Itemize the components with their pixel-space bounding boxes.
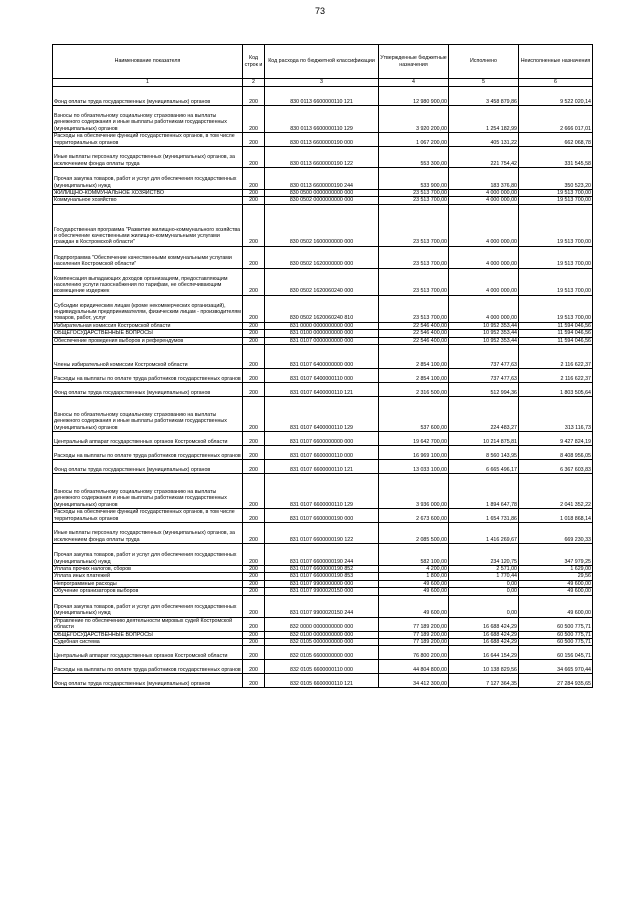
executed-amount-cell: 0,00 <box>449 588 519 595</box>
expense-code-cell: 832 0105 6600000000 000 <box>265 646 379 660</box>
table-row <box>53 580 593 587</box>
unexecuted-amount-cell: 8 408 956,05 <box>519 446 593 460</box>
executed-amount-cell: 1 416 269,67 <box>449 523 519 544</box>
unexecuted-amount-cell: 313 116,73 <box>519 397 593 432</box>
approved-amount-cell: 3 936 000,00 <box>379 474 449 509</box>
unexecuted-amount-cell: 11 594 046,56 <box>519 322 593 329</box>
approved-amount-cell: 582 100,00 <box>379 544 449 566</box>
line-code-cell: 200 <box>243 617 265 631</box>
indicator-name-cell: Иные выплаты персоналу государственных (муниципальных) органов, за исключением фонда оплаты труда <box>53 147 243 168</box>
executed-amount-cell: 512 994,36 <box>449 383 519 397</box>
line-code-cell: 200 <box>243 446 265 460</box>
approved-amount-cell: 4 200,00 <box>379 566 449 573</box>
unexecuted-amount-cell: 9 427 824,19 <box>519 432 593 446</box>
table-row <box>53 523 593 544</box>
table-row <box>53 190 593 197</box>
unexecuted-amount-cell: 2 666 017,01 <box>519 106 593 133</box>
line-code-cell: 200 <box>243 674 265 688</box>
indicator-name-cell: Расходы на обеспечение функций государственных органов, в том числе территориальных органов <box>53 509 243 523</box>
unexecuted-amount-cell: 1 018 868,14 <box>519 509 593 523</box>
expense-code-cell: 832 0000 0000000000 000 <box>265 617 379 631</box>
indicator-name-cell: Центральный аппарат государственных органов Костромской области <box>53 646 243 660</box>
header-line-code: Код строк и <box>243 45 265 79</box>
expense-code-cell: 830 0502 1620000000 000 <box>265 246 379 268</box>
executed-amount-cell: 4 000 000,00 <box>449 268 519 295</box>
line-code-cell: 200 <box>243 639 265 646</box>
column-number-row <box>53 79 593 87</box>
executed-amount-cell: 0,00 <box>449 580 519 587</box>
indicator-name-cell: Взносы по обязательному социальному страхованию на выплаты денежного содержания и иные выплаты работникам государственных (муниципальных) органов <box>53 397 243 432</box>
approved-amount-cell: 77 189 200,00 <box>379 631 449 638</box>
indicator-name-cell: Прочая закупка товаров, работ и услуг для обеспечения государственных (муниципальных) нужд <box>53 595 243 617</box>
line-code-cell: 200 <box>243 330 265 337</box>
unexecuted-amount-cell: 347 979,25 <box>519 544 593 566</box>
executed-amount-cell: 10 952 353,44 <box>449 322 519 329</box>
header-executed: Исполнено <box>449 45 519 79</box>
budget-execution-table <box>52 44 593 688</box>
indicator-name-cell: Фонд оплаты труда государственных (муниципальных) органов <box>53 87 243 106</box>
indicator-name-cell: Управление по обеспечению деятельности мировых судей Костромской области <box>53 617 243 631</box>
line-code-cell: 200 <box>243 345 265 369</box>
line-code-cell: 200 <box>243 660 265 674</box>
indicator-name-cell: Фонд оплаты труда государственных (муниципальных) органов <box>53 674 243 688</box>
executed-amount-cell: 224 483,27 <box>449 397 519 432</box>
indicator-name-cell: Расходы на выплаты по оплате труда работников государственных органов <box>53 660 243 674</box>
executed-amount-cell: 2 571,00 <box>449 566 519 573</box>
unexecuted-amount-cell: 27 284 935,65 <box>519 674 593 688</box>
approved-amount-cell: 77 189 200,00 <box>379 617 449 631</box>
line-code-cell: 200 <box>243 337 265 344</box>
column-number: 5 <box>449 79 519 87</box>
column-number: 2 <box>243 79 265 87</box>
unexecuted-amount-cell: 350 523,20 <box>519 168 593 190</box>
executed-amount-cell: 16 644 154,29 <box>449 646 519 660</box>
approved-amount-cell: 22 546 400,00 <box>379 337 449 344</box>
approved-amount-cell: 12 980 900,00 <box>379 87 449 106</box>
executed-amount-cell: 737 477,63 <box>449 345 519 369</box>
expense-code-cell: 831 0107 6400000000 000 <box>265 345 379 369</box>
approved-amount-cell: 553 300,00 <box>379 147 449 168</box>
table-row <box>53 460 593 474</box>
indicator-name-cell: Взносы по обязательному социальному страхованию на выплаты денежного содержания и иные выплаты работникам государственных (муниципальных) органов <box>53 474 243 509</box>
expense-code-cell: 832 0105 6600000110 121 <box>265 674 379 688</box>
line-code-cell: 200 <box>243 432 265 446</box>
approved-amount-cell: 2 316 500,00 <box>379 383 449 397</box>
column-number: 6 <box>519 79 593 87</box>
line-code-cell: 200 <box>243 106 265 133</box>
unexecuted-amount-cell: 1 629,00 <box>519 566 593 573</box>
table-row <box>53 106 593 133</box>
table-row <box>53 397 593 432</box>
approved-amount-cell: 44 804 800,00 <box>379 660 449 674</box>
table-row <box>53 446 593 460</box>
line-code-cell: 200 <box>243 246 265 268</box>
indicator-name-cell: Судебная система <box>53 639 243 646</box>
line-code-cell: 200 <box>243 460 265 474</box>
line-code-cell: 200 <box>243 573 265 580</box>
unexecuted-amount-cell: 60 500 775,71 <box>519 617 593 631</box>
approved-amount-cell: 49 600,00 <box>379 595 449 617</box>
unexecuted-amount-cell: 19 513 700,00 <box>519 268 593 295</box>
approved-amount-cell: 49 600,00 <box>379 588 449 595</box>
indicator-name-cell: Субсидии юридическим лицам (кроме некоммерческих организаций), индивидуальным предпринимателям, физическим лицам - производителям товаров, работ, услуг <box>53 295 243 322</box>
expense-code-cell: 831 0107 6400000110 000 <box>265 369 379 383</box>
line-code-cell: 200 <box>243 509 265 523</box>
unexecuted-amount-cell: 2 041 352,22 <box>519 474 593 509</box>
expense-code-cell: 832 0105 0000000000 000 <box>265 639 379 646</box>
line-code-cell: 200 <box>243 87 265 106</box>
table-header-row <box>53 45 593 79</box>
table-row <box>53 432 593 446</box>
line-code-cell: 200 <box>243 631 265 638</box>
line-code-cell: 200 <box>243 595 265 617</box>
table-row <box>53 566 593 573</box>
line-code-cell: 200 <box>243 133 265 147</box>
table-row <box>53 646 593 660</box>
page-number: 73 <box>314 6 325 16</box>
unexecuted-amount-cell: 2 116 622,37 <box>519 345 593 369</box>
column-number: 1 <box>53 79 243 87</box>
indicator-name-cell: Иные выплаты персоналу государственных (муниципальных) органов, за исключением фонда оплаты труда <box>53 523 243 544</box>
table-row <box>53 674 593 688</box>
expense-code-cell: 830 0502 1600000000 000 <box>265 204 379 246</box>
table-row <box>53 322 593 329</box>
approved-amount-cell: 49 600,00 <box>379 580 449 587</box>
header-unexecuted: Неисполненные назначения <box>519 45 593 79</box>
expense-code-cell: 830 0500 0000000000 000 <box>265 190 379 197</box>
indicator-name-cell: Члены избирательной комиссии Костромской области <box>53 345 243 369</box>
unexecuted-amount-cell: 60 156 045,71 <box>519 646 593 660</box>
executed-amount-cell: 234 120,75 <box>449 544 519 566</box>
expense-code-cell: 832 0100 0000000000 000 <box>265 631 379 638</box>
approved-amount-cell: 2 854 100,00 <box>379 369 449 383</box>
expense-code-cell: 831 0107 6600000110 121 <box>265 460 379 474</box>
unexecuted-amount-cell: 1 803 505,64 <box>519 383 593 397</box>
expense-code-cell: 831 0107 6600000110 000 <box>265 446 379 460</box>
line-code-cell: 200 <box>243 268 265 295</box>
unexecuted-amount-cell: 6 367 603,83 <box>519 460 593 474</box>
approved-amount-cell: 23 513 700,00 <box>379 268 449 295</box>
header-approved: Утвержденные бюджетные назначения <box>379 45 449 79</box>
indicator-name-cell: Прочая закупка товаров, работ и услуг для обеспечения государственных (муниципальных) нужд <box>53 168 243 190</box>
executed-amount-cell: 0,00 <box>449 595 519 617</box>
expense-code-cell: 831 0107 9900020150 244 <box>265 595 379 617</box>
line-code-cell: 200 <box>243 197 265 204</box>
expense-code-cell: 831 0107 6600000110 129 <box>265 474 379 509</box>
executed-amount-cell: 1 254 182,99 <box>449 106 519 133</box>
approved-amount-cell: 2 085 500,00 <box>379 523 449 544</box>
expense-code-cell: 830 0502 1620060240 810 <box>265 295 379 322</box>
approved-amount-cell: 537 600,00 <box>379 397 449 432</box>
table-row <box>53 268 593 295</box>
approved-amount-cell: 3 920 200,00 <box>379 106 449 133</box>
executed-amount-cell: 10 952 353,44 <box>449 330 519 337</box>
executed-amount-cell: 16 688 424,29 <box>449 631 519 638</box>
approved-amount-cell: 34 412 300,00 <box>379 674 449 688</box>
expense-code-cell: 830 0502 1620060240 000 <box>265 268 379 295</box>
expense-code-cell: 831 0000 0000000000 000 <box>265 322 379 329</box>
table-row <box>53 617 593 631</box>
table-row <box>53 133 593 147</box>
indicator-name-cell: Уплата иных платежей <box>53 573 243 580</box>
approved-amount-cell: 1 800,00 <box>379 573 449 580</box>
indicator-name-cell: Государственная программа "Развитие жилищно-коммунального хозяйства и обеспечение качественными жилищно-коммунальными услугами граждан в Костромской области" <box>53 204 243 246</box>
unexecuted-amount-cell: 2 116 622,37 <box>519 369 593 383</box>
line-code-cell: 200 <box>243 190 265 197</box>
table-row <box>53 660 593 674</box>
expense-code-cell: 831 0107 6600000190 000 <box>265 509 379 523</box>
table-row <box>53 345 593 369</box>
executed-amount-cell: 1 770,44 <box>449 573 519 580</box>
executed-amount-cell: 1 654 731,86 <box>449 509 519 523</box>
line-code-cell: 200 <box>243 168 265 190</box>
table-row <box>53 246 593 268</box>
table-row <box>53 168 593 190</box>
unexecuted-amount-cell: 331 545,58 <box>519 147 593 168</box>
expense-code-cell: 832 0105 6600000110 000 <box>265 660 379 674</box>
approved-amount-cell: 22 546 400,00 <box>379 330 449 337</box>
expense-code-cell: 831 0107 6400000110 121 <box>265 383 379 397</box>
executed-amount-cell: 4 000 000,00 <box>449 204 519 246</box>
approved-amount-cell: 19 642 700,00 <box>379 432 449 446</box>
table-row <box>53 573 593 580</box>
line-code-cell: 200 <box>243 322 265 329</box>
unexecuted-amount-cell: 11 594 046,56 <box>519 330 593 337</box>
indicator-name-cell: Расходы на выплаты по оплате труда работников государственных органов <box>53 446 243 460</box>
indicator-name-cell: Обучение организаторов выборов <box>53 588 243 595</box>
indicator-name-cell: Обеспечение проведения выборов и референдумов <box>53 337 243 344</box>
executed-amount-cell: 3 458 879,86 <box>449 87 519 106</box>
expense-code-cell: 831 0107 9900000000 000 <box>265 580 379 587</box>
unexecuted-amount-cell: 662 068,78 <box>519 133 593 147</box>
unexecuted-amount-cell: 60 500 775,71 <box>519 631 593 638</box>
table-row <box>53 595 593 617</box>
indicator-name-cell: Компенсация выпадающих доходов организациям, предоставляющим населению услуги газоснабжения по тарифам, не обеспечивающим возмещение издержек <box>53 268 243 295</box>
table-row <box>53 295 593 322</box>
expense-code-cell: 831 0107 6600000190 852 <box>265 566 379 573</box>
unexecuted-amount-cell: 49 600,00 <box>519 588 593 595</box>
executed-amount-cell: 16 688 424,29 <box>449 617 519 631</box>
indicator-name-cell: Непрограммные расходы <box>53 580 243 587</box>
indicator-name-cell: Прочая закупка товаров, работ и услуг для обеспечения государственных (муниципальных) нужд <box>53 544 243 566</box>
column-number: 3 <box>265 79 379 87</box>
expense-code-cell: 831 0107 0000000000 000 <box>265 337 379 344</box>
table-row <box>53 87 593 106</box>
expense-code-cell: 831 0107 6600000190 122 <box>265 523 379 544</box>
line-code-cell: 200 <box>243 544 265 566</box>
line-code-cell: 200 <box>243 369 265 383</box>
executed-amount-cell: 405 131,22 <box>449 133 519 147</box>
indicator-name-cell: Уплата прочих налогов, сборов <box>53 566 243 573</box>
table-row <box>53 147 593 168</box>
table-row <box>53 204 593 246</box>
expense-code-cell: 831 0107 6600000190 244 <box>265 544 379 566</box>
table-row <box>53 509 593 523</box>
table-row <box>53 330 593 337</box>
expense-code-cell: 830 0502 0000000000 000 <box>265 197 379 204</box>
line-code-cell: 200 <box>243 474 265 509</box>
line-code-cell: 200 <box>243 588 265 595</box>
indicator-name-cell: Избирательная комиссия Костромской области <box>53 322 243 329</box>
table-row <box>53 639 593 646</box>
executed-amount-cell: 4 000 000,00 <box>449 246 519 268</box>
unexecuted-amount-cell: 19 513 700,00 <box>519 246 593 268</box>
line-code-cell: 200 <box>243 523 265 544</box>
unexecuted-amount-cell: 19 513 700,00 <box>519 190 593 197</box>
line-code-cell: 200 <box>243 204 265 246</box>
indicator-name-cell: ОБЩЕГОСУДАРСТВЕННЫЕ ВОПРОСЫ <box>53 330 243 337</box>
unexecuted-amount-cell: 29,56 <box>519 573 593 580</box>
table-row <box>53 383 593 397</box>
executed-amount-cell: 4 000 000,00 <box>449 295 519 322</box>
expense-code-cell: 830 0113 6600000110 121 <box>265 87 379 106</box>
executed-amount-cell: 1 894 647,78 <box>449 474 519 509</box>
indicator-name-cell: Фонд оплаты труда государственных (муниципальных) органов <box>53 383 243 397</box>
expense-code-cell: 830 0113 6600000190 244 <box>265 168 379 190</box>
table-row <box>53 588 593 595</box>
unexecuted-amount-cell: 669 230,33 <box>519 523 593 544</box>
expense-code-cell: 830 0113 6600000110 129 <box>265 106 379 133</box>
approved-amount-cell: 23 513 700,00 <box>379 204 449 246</box>
approved-amount-cell: 13 033 100,00 <box>379 460 449 474</box>
approved-amount-cell: 23 513 700,00 <box>379 295 449 322</box>
approved-amount-cell: 533 900,00 <box>379 168 449 190</box>
expense-code-cell: 831 0107 6600000000 000 <box>265 432 379 446</box>
executed-amount-cell: 10 952 353,44 <box>449 337 519 344</box>
line-code-cell: 200 <box>243 397 265 432</box>
executed-amount-cell: 6 665 496,17 <box>449 460 519 474</box>
indicator-name-cell: ЖИЛИЩНО-КОММУНАЛЬНОЕ ХОЗЯЙСТВО <box>53 190 243 197</box>
unexecuted-amount-cell: 60 500 775,71 <box>519 639 593 646</box>
indicator-name-cell: Подпрограмма "Обеспечение качественными коммунальными услугами населения Костромской области" <box>53 246 243 268</box>
indicator-name-cell: Расходы на обеспечение функций государственных органов, в том числе территориальных органов <box>53 133 243 147</box>
unexecuted-amount-cell: 19 513 700,00 <box>519 197 593 204</box>
unexecuted-amount-cell: 11 594 046,56 <box>519 337 593 344</box>
unexecuted-amount-cell: 19 513 700,00 <box>519 295 593 322</box>
table-row <box>53 631 593 638</box>
executed-amount-cell: 737 477,63 <box>449 369 519 383</box>
approved-amount-cell: 77 189 200,00 <box>379 639 449 646</box>
unexecuted-amount-cell: 49 600,00 <box>519 595 593 617</box>
approved-amount-cell: 23 513 700,00 <box>379 197 449 204</box>
approved-amount-cell: 16 969 100,00 <box>379 446 449 460</box>
table-row <box>53 544 593 566</box>
indicator-name-cell: Коммунальное хозяйство <box>53 197 243 204</box>
executed-amount-cell: 4 000 000,00 <box>449 197 519 204</box>
approved-amount-cell: 1 067 200,00 <box>379 133 449 147</box>
indicator-name-cell: Центральный аппарат государственных органов Костромской области <box>53 432 243 446</box>
approved-amount-cell: 23 513 700,00 <box>379 246 449 268</box>
expense-code-cell: 831 0100 0000000000 000 <box>265 330 379 337</box>
approved-amount-cell: 22 546 400,00 <box>379 322 449 329</box>
indicator-name-cell: Взносы по обязательному социальному страхованию на выплаты денежного содержания и иные выплаты работникам государственных (муниципальных) органов <box>53 106 243 133</box>
header-indicator-name: Наименование показателя <box>53 45 243 79</box>
unexecuted-amount-cell: 49 600,00 <box>519 580 593 587</box>
executed-amount-cell: 221 754,42 <box>449 147 519 168</box>
line-code-cell: 200 <box>243 646 265 660</box>
executed-amount-cell: 4 000 000,00 <box>449 190 519 197</box>
executed-amount-cell: 7 127 364,35 <box>449 674 519 688</box>
column-number: 4 <box>379 79 449 87</box>
line-code-cell: 200 <box>243 580 265 587</box>
approved-amount-cell: 2 673 600,00 <box>379 509 449 523</box>
executed-amount-cell: 10 214 875,81 <box>449 432 519 446</box>
executed-amount-cell: 8 560 143,95 <box>449 446 519 460</box>
table-row <box>53 369 593 383</box>
expense-code-cell: 831 0107 6400000110 129 <box>265 397 379 432</box>
line-code-cell: 200 <box>243 147 265 168</box>
expense-code-cell: 831 0107 6600000190 853 <box>265 573 379 580</box>
approved-amount-cell: 76 800 200,00 <box>379 646 449 660</box>
approved-amount-cell: 2 854 100,00 <box>379 345 449 369</box>
indicator-name-cell: ОБЩЕГОСУДАРСТВЕННЫЕ ВОПРОСЫ <box>53 631 243 638</box>
table-body <box>53 87 593 688</box>
executed-amount-cell: 183 376,80 <box>449 168 519 190</box>
executed-amount-cell: 16 688 424,29 <box>449 639 519 646</box>
indicator-name-cell: Фонд оплаты труда государственных (муниципальных) органов <box>53 460 243 474</box>
executed-amount-cell: 10 138 829,56 <box>449 660 519 674</box>
indicator-name-cell: Расходы на выплаты по оплате труда работников государственных органов <box>53 369 243 383</box>
unexecuted-amount-cell: 34 665 970,44 <box>519 660 593 674</box>
table-row <box>53 197 593 204</box>
table-row <box>53 474 593 509</box>
line-code-cell: 200 <box>243 295 265 322</box>
expense-code-cell: 830 0113 6600000190 122 <box>265 147 379 168</box>
unexecuted-amount-cell: 19 513 700,00 <box>519 204 593 246</box>
header-expense-code: Код расхода по бюджетной классификации <box>265 45 379 79</box>
unexecuted-amount-cell: 9 522 020,14 <box>519 87 593 106</box>
approved-amount-cell: 23 513 700,00 <box>379 190 449 197</box>
expense-code-cell: 831 0107 9900020150 000 <box>265 588 379 595</box>
table-row <box>53 337 593 344</box>
expense-code-cell: 830 0113 6600000190 000 <box>265 133 379 147</box>
line-code-cell: 200 <box>243 566 265 573</box>
line-code-cell: 200 <box>243 383 265 397</box>
